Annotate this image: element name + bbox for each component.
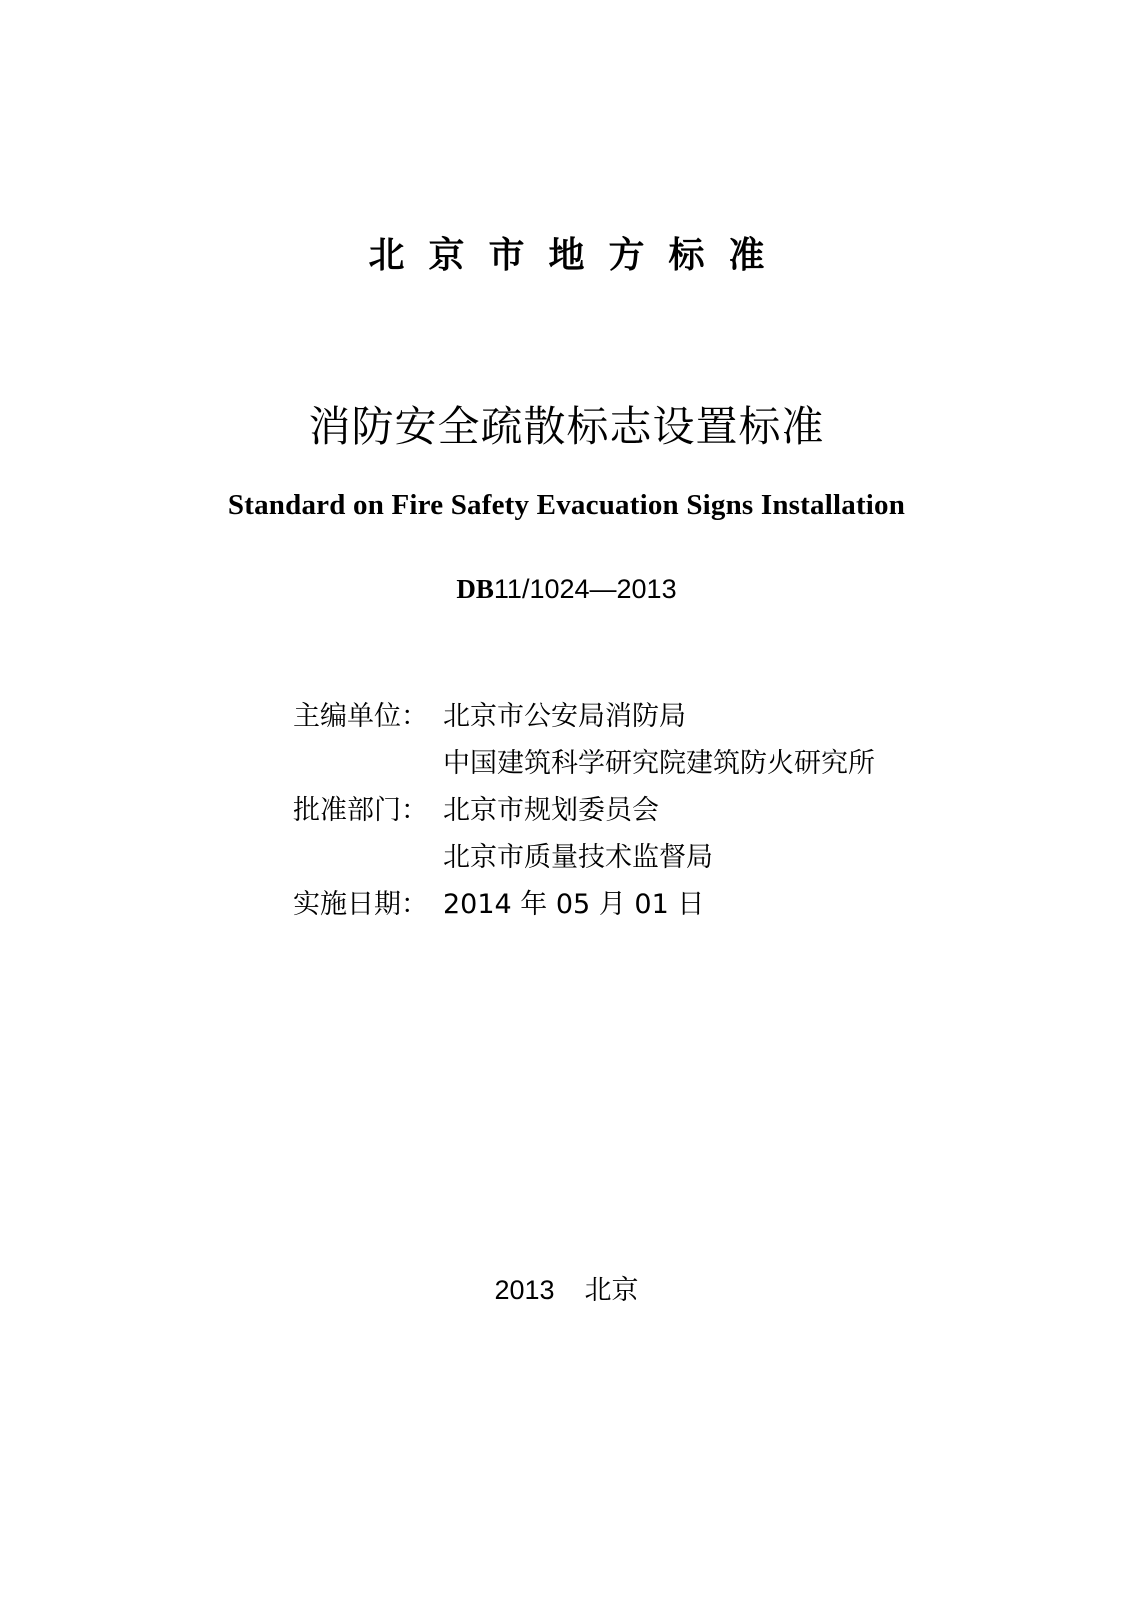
- info-row-approver-2: [293, 834, 1053, 881]
- publication-info-block: [293, 693, 1053, 928]
- info-row-editor-2: [293, 740, 1053, 787]
- effective-date-value: 2014 年 05 月 01 日: [443, 889, 705, 920]
- approver-label-spacer: [293, 834, 443, 881]
- info-row-editor: [293, 693, 1053, 740]
- document-title-chinese: 消防安全疏散标志设置标准: [308, 402, 825, 451]
- standard-code-number: 11/1024—2013: [493, 574, 677, 604]
- editor-label-spacer: [293, 740, 443, 787]
- publication-footer: [0, 1272, 1133, 1309]
- approver-dept-2: 北京市质量技术监督局: [443, 842, 713, 873]
- approver-label: 批准部门：: [293, 795, 428, 826]
- editor-unit-2: 中国建筑科学研究院建筑防火研究所: [443, 748, 875, 779]
- publication-city: 北京: [584, 1275, 639, 1306]
- editor-label: 主编单位：: [293, 701, 428, 732]
- effective-date-label: 实施日期：: [293, 889, 428, 920]
- standard-code-prefix: DB: [456, 574, 494, 604]
- approver-dept-1: 北京市规划委员会: [443, 795, 659, 826]
- editor-unit-1: 北京市公安局消防局: [443, 701, 686, 732]
- standard-code: [0, 571, 1133, 608]
- standard-category-heading: 北京市地方标准: [368, 235, 789, 276]
- info-row-approver: [293, 787, 1053, 834]
- publication-year: 2013: [494, 1275, 555, 1305]
- document-title-english: Standard on Fire Safety Evacuation Signs Installation: [227, 489, 906, 521]
- info-row-effective-date: [293, 881, 1053, 928]
